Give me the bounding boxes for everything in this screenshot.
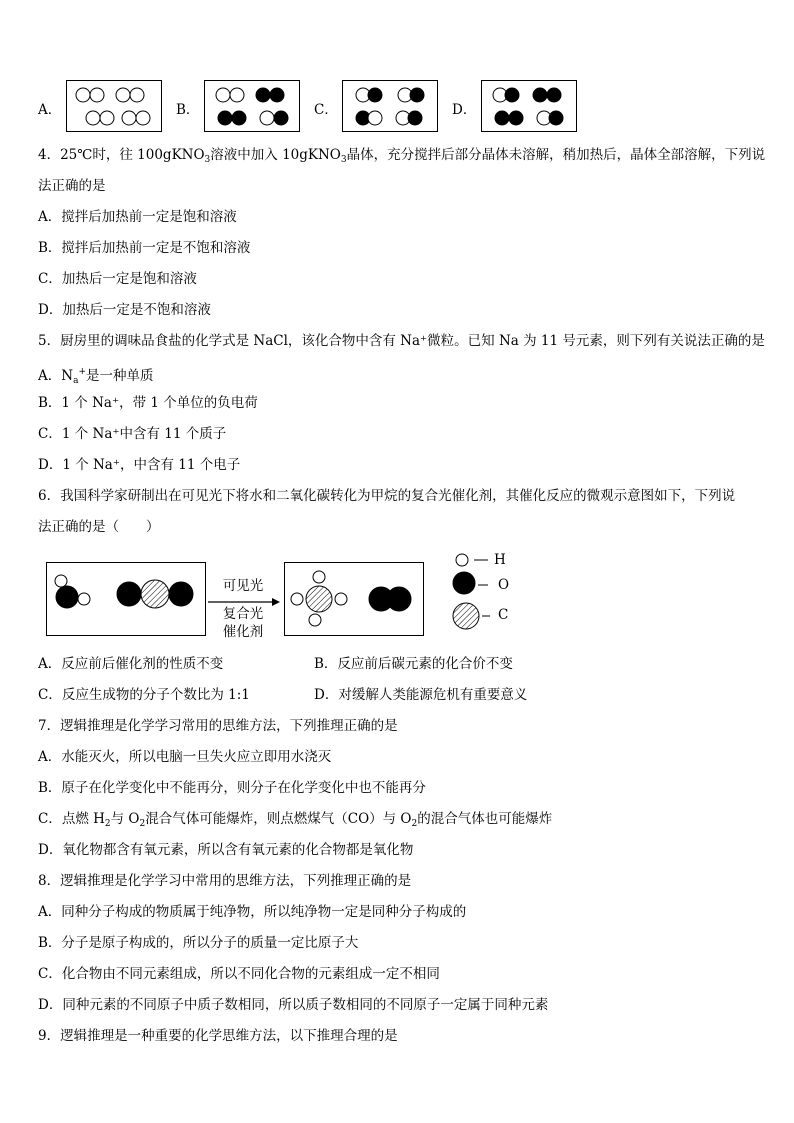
q4-stem-part2: 溶液中加入 10gKNO [210,147,341,163]
q3-option-d-particles [482,81,576,131]
q6-legend-symbols [452,552,492,632]
q6-arrow-top-label: 可见光 [222,578,264,594]
q6-products-molecules [285,563,423,635]
q3-option-c-label: C． [314,102,338,118]
q3-option-a-particles [67,81,161,131]
q7-option-d: D．氧化物都含有氧元素，所以含有氧元素的化合物都是氧化物 [38,842,414,858]
q6-stem-line1: 6．我国科学家研制出在可见光下将水和二氧化碳转化为甲烷的复合光催化剂，其催化反应的微观示意图如下，下列说 [38,488,736,504]
q3-option-b-label: B． [176,102,200,118]
q6-arrow-bottom-label2: 催化剂 [222,624,264,640]
q4-sub-3b: 3 [340,155,347,165]
q6-reactants-molecules [47,563,205,635]
q6-option-b: B．反应前后碳元素的化合价不变 [314,656,513,672]
q5-stem: 5．厨房里的调味品食盐的化学式是 NaCl，该化合物中含有 Na⁺微粒。已知 Na 为 11 号元素，则下列有关说法正确的是 [38,333,765,349]
q6-option-d: D．对缓解人类能源危机有重要意义 [314,687,528,703]
q8-option-b: B．分子是原子构成的，所以分子的质量一定比原子大 [38,935,359,951]
q8-option-c: C．化合物由不同元素组成，所以不同化合物的元素组成一定不相同 [38,966,440,982]
q5-option-c: C．1 个 Na⁺中含有 11 个质子 [38,426,227,442]
q7-option-c-part3: 混合气体可能爆炸，则点燃煤气（CO）与 O [145,811,412,827]
q8-option-d: D．同种元素的不同原子中质子数相同，所以质子数相同的不同原子一定属于同种元素 [38,997,549,1013]
q4-stem-line2: 法正确的是 [38,178,106,194]
q5-option-a-sub: a [73,376,79,386]
q3-option-b-particles [205,81,299,131]
q7-option-b: B．原子在化学变化中不能再分，则分子在化学变化中也不能再分 [38,780,426,796]
q6-stem-line2: 法正确的是（ ） [38,519,160,535]
q6-legend-c: C [498,607,509,623]
q7-sub-2a: 2 [104,819,111,829]
q4-option-a: A．搅拌后加热前一定是饱和溶液 [38,209,237,225]
q8-stem: 8．逻辑推理是化学学习中常用的思维方法，下列推理正确的是 [38,873,412,889]
q9-stem: 9．逻辑推理是一种重要的化学思维方法，以下推理合理的是 [38,1028,398,1044]
q3-option-d-diagram [481,80,577,132]
q7-sub-2b: 2 [139,819,146,829]
q6-products-box [284,562,424,636]
q7-option-c-part2: 与 O [110,811,140,827]
q3-option-a-label: A． [38,102,62,118]
q3-option-d-label: D． [452,102,477,118]
q7-sub-2c: 2 [411,819,418,829]
q6-legend-o: O [498,577,510,593]
q4-sub-3a: 3 [204,155,211,165]
q6-option-a: A．反应前后催化剂的性质不变 [38,656,224,672]
q8-option-a: A．同种分子构成的物质属于纯净物，所以纯净物一定是同种分子构成的 [38,904,467,920]
q6-legend-h: H [494,552,506,568]
q7-option-c [38,809,552,834]
q7-stem: 7．逻辑推理是化学学习常用的思维方法，下列推理正确的是 [38,718,398,734]
q5-option-b: B．1 个 Na⁺，带 1 个单位的负电荷 [38,395,258,411]
q4-option-b: B．搅拌后加热前一定是不饱和溶液 [38,240,251,256]
q4-option-c: C．加热后一定是饱和溶液 [38,271,197,287]
q6-reactants-box [46,562,206,636]
q5-option-a-post: 是一种单质 [85,368,154,384]
q3-option-c-diagram [342,80,438,132]
q6-arrow-bottom-label1: 复合光 [222,606,264,622]
q3-option-b-diagram [204,80,300,132]
q4-option-d: D．加热后一定是不饱和溶液 [38,302,211,318]
q7-option-a: A．水能灭火，所以电脑一旦失火应立即用水浇灭 [38,749,332,765]
q6-option-c: C．反应生成物的分子个数比为 1:1 [38,687,250,703]
q3-option-a-diagram [66,80,162,132]
q3-option-c-particles [343,81,437,131]
q7-option-c-part1: C．点燃 H [38,811,105,827]
q4-stem-line1 [38,145,765,170]
q7-option-c-part4: 的混合气体也可能爆炸 [417,811,553,827]
q4-stem-part3: 晶体，充分搅拌后部分晶体未溶解，稍加热后，晶体全部溶解，下列说 [346,147,766,163]
q5-option-d: D．1 个 Na⁺，中含有 11 个电子 [38,457,241,473]
q4-stem-part1: 4．25℃时，往 100gKNO [38,147,205,163]
q5-option-a [38,362,153,391]
q5-option-a-pre: A．N [38,368,74,384]
q5-option-a-sup: + [78,367,86,377]
